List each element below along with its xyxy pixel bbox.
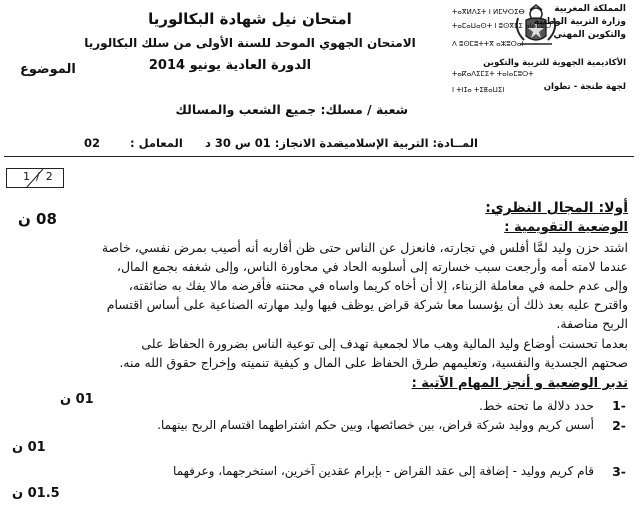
- page-number: 1/2: [23, 170, 59, 183]
- tifinagh-line-2: ⵜⴰⵎⴰⵡⴰⵙⵜ ⵏ ⵓⵙⴳⵎⵉ ⴰⵏⴰⵎⵓⵔ: [452, 22, 552, 30]
- scenario-label: الوضعية التقويمية :: [504, 220, 628, 235]
- ministry-line-2: وزارة التربية الوطنية: [533, 17, 626, 27]
- ministry-line-4: الأكاديمية الجهوية للتربية والتكوين: [483, 58, 626, 68]
- paragraph2-line-2: صحتهم الجسدية والنفسية، وتعليمهم طرق الحفاظ على المال و كيفية تنميته وإخراج حقوق الله منه.: [119, 355, 628, 370]
- coefficient-value: 02: [84, 136, 101, 150]
- subject-label: المــادة: التربية الإسلامية: [337, 136, 478, 150]
- duration-label: مدة الانجاز: 01 س 30 د: [204, 136, 340, 150]
- exam-session: الدورة العادية يونيو 2014: [148, 58, 312, 73]
- task-2-points: 01 ن: [12, 440, 46, 455]
- exam-subtitle: الامتحان الجهوي الموحد للسنة الأولى من سلك البكالوريا: [84, 36, 416, 50]
- task-1-num: 1-: [612, 398, 626, 413]
- paragraph1-line-4: واقترح عليه بعد ذلك أن يؤسسا معا شركة قراض يوظف فيها وليد مهارته الصناعية على أساس اقتسام: [106, 297, 628, 312]
- task-3-num: 3-: [612, 464, 626, 479]
- ministry-line-5: لجهة طنجة - تطوان: [543, 82, 626, 92]
- ministry-line-3: والتكوين المهني: [553, 30, 626, 40]
- branch-line: شعبة / مسلك: جميع الشعب والمسالك: [175, 102, 408, 117]
- paragraph1-line-2: عندما لامته أمه وأرجعت سبب خسارته إلى أسلوبه الحاد في محاورة الناس، وإلى شغفه بجمع المال،: [116, 259, 628, 274]
- task-3-text: قام كريم ووليد - إضافة إلى عقد القراض - بإبرام عقدين آخرين، استخرجهما، وعرفهما: [173, 464, 594, 478]
- tifinagh-line-1: ⵜⴰⴳⵍⴷⵉⵜ ⵏ ⵍⵎⵖⵔⵉⴱ: [452, 8, 525, 16]
- paragraph2-line-1: بعدما تحسنت أوضاع وليد المالية وهب مالا لجمعية تهدف إلى توعية الناس بضرورة الحفاظ على: [141, 336, 628, 351]
- task-3-points: 01.5 ن: [12, 486, 60, 501]
- paragraph1-line-3: وإلى عدم حلمه في معاملة الزبناء، إلا أن أخاه كريما واساه في محنته فأقرضه مالا يفك به ضائقته،: [128, 278, 628, 293]
- coefficient-label: المعامل :: [130, 136, 183, 150]
- exam-title: امتحان نيل شهادة البكالوريا: [148, 10, 352, 28]
- task-2-text: أسس كريم ووليد شركة قراض، بين خصائصها، وبين حكم اشتراطهما اقتسام الربح بينهما.: [157, 418, 594, 432]
- topic-label: الموضوع: [20, 62, 76, 77]
- task-1-points: 01 ن: [60, 392, 94, 407]
- task-2-num: 2-: [612, 418, 626, 433]
- tifinagh-line-4: ⵜⴰⴽⴰⴷⵉⵎⵉⵜ ⵜⴰⵏⴰⵎⵓⵔⵜ: [452, 70, 534, 78]
- task-1-text: حدد دلالة ما تحته خط.: [478, 398, 594, 413]
- section-points: 08 ن: [18, 210, 57, 228]
- header-rule: [4, 156, 634, 157]
- section-heading: أولا: المجال النظري:: [485, 200, 628, 216]
- page-number-box: [6, 168, 64, 188]
- tifinagh-line-5: ⵏ ⵜⵏⵊⴰ ⵜⵉⵟⴰⵡⵉⵏ: [452, 86, 505, 94]
- paragraph1-line-5: الربح مناصفة.: [556, 316, 628, 331]
- paragraph1-line-1: اشتد حزن وليد لمَّا أفلس في تجارته، فانعزل عن الناس حتى ظن أقاربه أنه أصيب بمرض نفسي، خاصة: [101, 240, 628, 255]
- ministry-line-1: المملكة المغربية: [554, 4, 626, 14]
- tasks-heading: تدبر الوضعية و أنجز المهام الآتية :: [411, 376, 628, 391]
- tifinagh-line-3: ⴷ ⵓⵙⵎⵓⵜⵜⴳ ⴰⵣⵓⵔⴰⵏ: [452, 40, 524, 48]
